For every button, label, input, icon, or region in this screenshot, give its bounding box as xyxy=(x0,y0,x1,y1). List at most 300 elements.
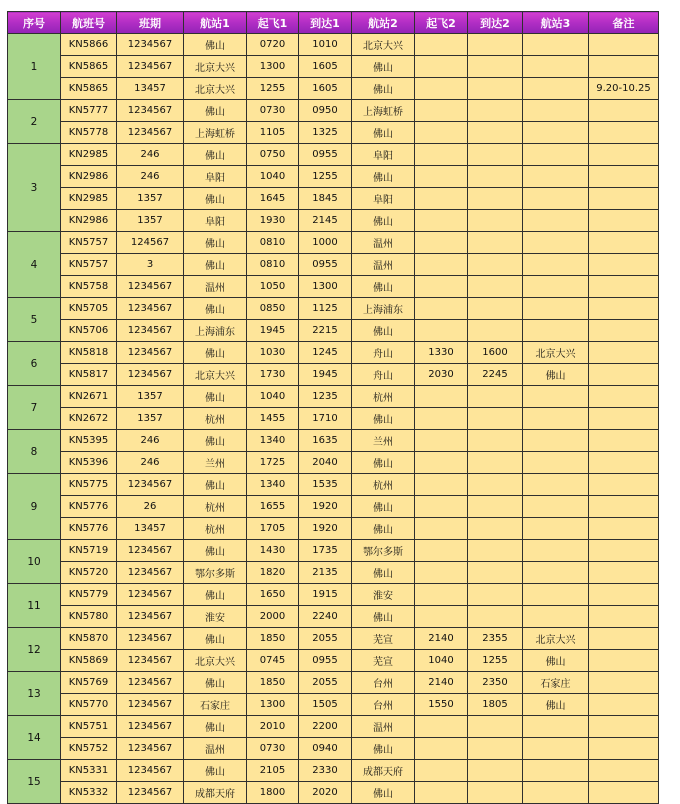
schedule-cell: 1234567 xyxy=(117,584,184,606)
arrive-1-cell: 2020 xyxy=(299,782,352,804)
remarks-cell xyxy=(589,430,659,452)
flight-no-cell: KN2671 xyxy=(61,386,117,408)
depart-2-cell xyxy=(415,254,468,276)
station-1-cell: 阜阳 xyxy=(184,166,247,188)
schedule-cell: 246 xyxy=(117,430,184,452)
remarks-cell xyxy=(589,188,659,210)
station-3-cell: 北京大兴 xyxy=(523,628,589,650)
station-2-cell: 佛山 xyxy=(352,496,415,518)
table-row xyxy=(8,760,659,782)
depart-2-cell xyxy=(415,298,468,320)
station-2-cell: 鄂尔多斯 xyxy=(352,540,415,562)
station-3-cell: 石家庄 xyxy=(523,672,589,694)
table-row xyxy=(8,364,659,386)
flight-no-cell: KN5757 xyxy=(61,254,117,276)
seq-cell: 10 xyxy=(8,540,61,584)
depart-1-cell: 0850 xyxy=(247,298,299,320)
seq-cell: 11 xyxy=(8,584,61,628)
arrive-2-cell xyxy=(468,386,523,408)
station-2-cell: 佛山 xyxy=(352,166,415,188)
station-2-cell: 佛山 xyxy=(352,562,415,584)
schedule-cell: 1234567 xyxy=(117,782,184,804)
station-1-cell: 佛山 xyxy=(184,342,247,364)
arrive-1-cell: 2055 xyxy=(299,672,352,694)
flight-no-cell: KN5396 xyxy=(61,452,117,474)
arrive-2-cell xyxy=(468,78,523,100)
depart-2-cell xyxy=(415,386,468,408)
arrive-2-cell xyxy=(468,738,523,760)
depart-1-cell: 1705 xyxy=(247,518,299,540)
arrive-1-cell: 0955 xyxy=(299,650,352,672)
table-row xyxy=(8,650,659,672)
station-3-cell: 佛山 xyxy=(523,364,589,386)
station-1-cell: 北京大兴 xyxy=(184,56,247,78)
table-row xyxy=(8,122,659,144)
seq-cell: 14 xyxy=(8,716,61,760)
arrive-1-cell: 1605 xyxy=(299,56,352,78)
arrive-2-cell xyxy=(468,232,523,254)
arrive-1-cell: 2135 xyxy=(299,562,352,584)
arrive-1-cell: 1000 xyxy=(299,232,352,254)
remarks-cell xyxy=(589,628,659,650)
depart-1-cell: 1930 xyxy=(247,210,299,232)
seq-cell: 3 xyxy=(8,144,61,232)
depart-1-cell: 1725 xyxy=(247,452,299,474)
station-3-cell xyxy=(523,430,589,452)
station-2-cell: 佛山 xyxy=(352,782,415,804)
table-row xyxy=(8,386,659,408)
seq-cell: 9 xyxy=(8,474,61,540)
station-1-cell: 杭州 xyxy=(184,496,247,518)
schedule-cell: 1234567 xyxy=(117,298,184,320)
depart-2-cell xyxy=(415,100,468,122)
remarks-cell xyxy=(589,320,659,342)
schedule-cell: 1234567 xyxy=(117,342,184,364)
station-2-cell: 佛山 xyxy=(352,78,415,100)
remarks-cell xyxy=(589,254,659,276)
schedule-cell: 26 xyxy=(117,496,184,518)
station-2-cell: 阜阳 xyxy=(352,188,415,210)
arrive-1-cell: 1535 xyxy=(299,474,352,496)
arrive-2-cell xyxy=(468,430,523,452)
depart-2-cell xyxy=(415,408,468,430)
depart-1-cell: 0750 xyxy=(247,144,299,166)
depart-1-cell: 1340 xyxy=(247,474,299,496)
depart-1-cell: 0810 xyxy=(247,232,299,254)
station-3-cell xyxy=(523,452,589,474)
arrive-2-cell: 2350 xyxy=(468,672,523,694)
flight-no-cell: KN5866 xyxy=(61,34,117,56)
flight-no-cell: KN5395 xyxy=(61,430,117,452)
station-3-cell xyxy=(523,606,589,628)
station-1-cell: 杭州 xyxy=(184,408,247,430)
remarks-cell xyxy=(589,122,659,144)
station-2-cell: 成都天府 xyxy=(352,760,415,782)
station-3-cell xyxy=(523,166,589,188)
header-depart-2: 起飞2 xyxy=(415,12,468,34)
station-3-cell xyxy=(523,562,589,584)
station-1-cell: 北京大兴 xyxy=(184,650,247,672)
arrive-1-cell: 2215 xyxy=(299,320,352,342)
depart-1-cell: 0730 xyxy=(247,738,299,760)
flight-no-cell: KN5777 xyxy=(61,100,117,122)
arrive-2-cell xyxy=(468,452,523,474)
depart-2-cell xyxy=(415,496,468,518)
header-row xyxy=(8,12,659,34)
arrive-2-cell xyxy=(468,474,523,496)
depart-1-cell: 1040 xyxy=(247,386,299,408)
station-2-cell: 北京大兴 xyxy=(352,34,415,56)
remarks-cell xyxy=(589,650,659,672)
station-1-cell: 佛山 xyxy=(184,100,247,122)
station-1-cell: 佛山 xyxy=(184,716,247,738)
station-1-cell: 佛山 xyxy=(184,760,247,782)
remarks-cell xyxy=(589,144,659,166)
station-1-cell: 佛山 xyxy=(184,188,247,210)
schedule-cell: 1234567 xyxy=(117,100,184,122)
arrive-1-cell: 0940 xyxy=(299,738,352,760)
flight-no-cell: KN2986 xyxy=(61,210,117,232)
table-row xyxy=(8,342,659,364)
station-3-cell xyxy=(523,254,589,276)
depart-1-cell: 1255 xyxy=(247,78,299,100)
header-seq: 序号 xyxy=(8,12,61,34)
schedule-cell: 1357 xyxy=(117,210,184,232)
station-1-cell: 淮安 xyxy=(184,606,247,628)
arrive-1-cell: 2200 xyxy=(299,716,352,738)
depart-1-cell: 1040 xyxy=(247,166,299,188)
station-2-cell: 温州 xyxy=(352,232,415,254)
station-2-cell: 佛山 xyxy=(352,738,415,760)
station-3-cell xyxy=(523,584,589,606)
schedule-cell: 1234567 xyxy=(117,694,184,716)
arrive-1-cell: 2055 xyxy=(299,628,352,650)
arrive-2-cell xyxy=(468,760,523,782)
flight-no-cell: KN5332 xyxy=(61,782,117,804)
seq-cell: 2 xyxy=(8,100,61,144)
depart-2-cell: 1040 xyxy=(415,650,468,672)
station-1-cell: 兰州 xyxy=(184,452,247,474)
station-3-cell xyxy=(523,540,589,562)
table-row xyxy=(8,34,659,56)
table-row xyxy=(8,452,659,474)
remarks-cell xyxy=(589,364,659,386)
table-row xyxy=(8,100,659,122)
station-3-cell xyxy=(523,144,589,166)
station-2-cell: 佛山 xyxy=(352,518,415,540)
station-1-cell: 杭州 xyxy=(184,518,247,540)
table-row xyxy=(8,298,659,320)
seq-cell: 1 xyxy=(8,34,61,100)
seq-cell: 13 xyxy=(8,672,61,716)
schedule-cell: 3 xyxy=(117,254,184,276)
station-1-cell: 佛山 xyxy=(184,386,247,408)
remarks-cell xyxy=(589,584,659,606)
table-row xyxy=(8,716,659,738)
remarks-cell xyxy=(589,342,659,364)
depart-2-cell xyxy=(415,518,468,540)
flight-no-cell: KN5758 xyxy=(61,276,117,298)
arrive-2-cell xyxy=(468,716,523,738)
table-row xyxy=(8,540,659,562)
header-remarks: 备注 xyxy=(589,12,659,34)
flight-no-cell: KN5778 xyxy=(61,122,117,144)
schedule-cell: 13457 xyxy=(117,518,184,540)
table-row xyxy=(8,672,659,694)
flight-no-cell: KN5757 xyxy=(61,232,117,254)
station-2-cell: 芜宣 xyxy=(352,650,415,672)
schedule-cell: 1234567 xyxy=(117,276,184,298)
depart-1-cell: 1850 xyxy=(247,628,299,650)
station-2-cell: 佛山 xyxy=(352,56,415,78)
flight-no-cell: KN5705 xyxy=(61,298,117,320)
station-1-cell: 佛山 xyxy=(184,254,247,276)
depart-1-cell: 1105 xyxy=(247,122,299,144)
flight-no-cell: KN5780 xyxy=(61,606,117,628)
station-1-cell: 石家庄 xyxy=(184,694,247,716)
station-1-cell: 阜阳 xyxy=(184,210,247,232)
station-3-cell xyxy=(523,496,589,518)
station-3-cell xyxy=(523,782,589,804)
depart-2-cell xyxy=(415,78,468,100)
header-station-2: 航站2 xyxy=(352,12,415,34)
remarks-cell xyxy=(589,672,659,694)
arrive-1-cell: 1920 xyxy=(299,496,352,518)
header-arrive-2: 到达2 xyxy=(468,12,523,34)
schedule-cell: 1234567 xyxy=(117,650,184,672)
depart-1-cell: 1645 xyxy=(247,188,299,210)
schedule-cell: 1357 xyxy=(117,408,184,430)
seq-cell: 8 xyxy=(8,430,61,474)
remarks-cell xyxy=(589,694,659,716)
schedule-cell: 246 xyxy=(117,144,184,166)
arrive-1-cell: 1235 xyxy=(299,386,352,408)
flight-no-cell: KN5817 xyxy=(61,364,117,386)
station-2-cell: 阜阳 xyxy=(352,144,415,166)
flight-no-cell: KN5331 xyxy=(61,760,117,782)
station-1-cell: 佛山 xyxy=(184,584,247,606)
table-body xyxy=(8,34,659,804)
arrive-1-cell: 0955 xyxy=(299,144,352,166)
table-row xyxy=(8,782,659,804)
station-1-cell: 佛山 xyxy=(184,474,247,496)
schedule-cell: 1234567 xyxy=(117,122,184,144)
depart-2-cell xyxy=(415,584,468,606)
station-2-cell: 淮安 xyxy=(352,584,415,606)
table-row xyxy=(8,276,659,298)
depart-1-cell: 1300 xyxy=(247,56,299,78)
depart-1-cell: 0745 xyxy=(247,650,299,672)
station-3-cell xyxy=(523,738,589,760)
depart-2-cell xyxy=(415,56,468,78)
seq-cell: 7 xyxy=(8,386,61,430)
station-1-cell: 上海浦东 xyxy=(184,320,247,342)
arrive-2-cell xyxy=(468,166,523,188)
station-2-cell: 上海虹桥 xyxy=(352,100,415,122)
table-row xyxy=(8,320,659,342)
header-station-3: 航站3 xyxy=(523,12,589,34)
depart-2-cell xyxy=(415,430,468,452)
header-depart-1: 起飞1 xyxy=(247,12,299,34)
station-1-cell: 佛山 xyxy=(184,144,247,166)
remarks-cell xyxy=(589,496,659,518)
schedule-cell: 1234567 xyxy=(117,540,184,562)
arrive-2-cell: 2245 xyxy=(468,364,523,386)
table-row xyxy=(8,518,659,540)
arrive-2-cell xyxy=(468,210,523,232)
flight-no-cell: KN5779 xyxy=(61,584,117,606)
table-row xyxy=(8,628,659,650)
table-row xyxy=(8,56,659,78)
depart-2-cell xyxy=(415,232,468,254)
seq-cell: 4 xyxy=(8,232,61,298)
schedule-cell: 1234567 xyxy=(117,562,184,584)
station-1-cell: 上海虹桥 xyxy=(184,122,247,144)
arrive-2-cell: 2355 xyxy=(468,628,523,650)
table-row xyxy=(8,78,659,100)
table-row xyxy=(8,188,659,210)
arrive-1-cell: 1325 xyxy=(299,122,352,144)
table-row xyxy=(8,232,659,254)
depart-1-cell: 1340 xyxy=(247,430,299,452)
station-3-cell xyxy=(523,298,589,320)
depart-2-cell xyxy=(415,782,468,804)
remarks-cell: 9.20-10.25 xyxy=(589,78,659,100)
arrive-2-cell xyxy=(468,56,523,78)
table-row xyxy=(8,562,659,584)
arrive-1-cell: 0950 xyxy=(299,100,352,122)
station-2-cell: 佛山 xyxy=(352,320,415,342)
depart-1-cell: 1300 xyxy=(247,694,299,716)
station-2-cell: 佛山 xyxy=(352,210,415,232)
arrive-1-cell: 1255 xyxy=(299,166,352,188)
station-2-cell: 舟山 xyxy=(352,342,415,364)
arrive-2-cell xyxy=(468,320,523,342)
table-row xyxy=(8,408,659,430)
station-3-cell xyxy=(523,210,589,232)
station-1-cell: 佛山 xyxy=(184,672,247,694)
schedule-cell: 1234567 xyxy=(117,628,184,650)
schedule-cell: 1234567 xyxy=(117,364,184,386)
depart-2-cell xyxy=(415,276,468,298)
flight-no-cell: KN2986 xyxy=(61,166,117,188)
depart-1-cell: 1945 xyxy=(247,320,299,342)
station-2-cell: 佛山 xyxy=(352,606,415,628)
arrive-1-cell: 1505 xyxy=(299,694,352,716)
station-2-cell: 佛山 xyxy=(352,452,415,474)
arrive-2-cell xyxy=(468,144,523,166)
remarks-cell xyxy=(589,408,659,430)
arrive-1-cell: 1125 xyxy=(299,298,352,320)
arrive-1-cell: 1945 xyxy=(299,364,352,386)
arrive-2-cell xyxy=(468,298,523,320)
station-3-cell: 佛山 xyxy=(523,694,589,716)
flight-no-cell: KN2985 xyxy=(61,188,117,210)
arrive-2-cell xyxy=(468,540,523,562)
depart-1-cell: 2010 xyxy=(247,716,299,738)
table-row xyxy=(8,254,659,276)
station-1-cell: 鄂尔多斯 xyxy=(184,562,247,584)
remarks-cell xyxy=(589,540,659,562)
station-3-cell xyxy=(523,518,589,540)
station-3-cell: 佛山 xyxy=(523,650,589,672)
station-1-cell: 佛山 xyxy=(184,298,247,320)
depart-1-cell: 0720 xyxy=(247,34,299,56)
station-3-cell xyxy=(523,78,589,100)
depart-1-cell: 1030 xyxy=(247,342,299,364)
remarks-cell xyxy=(589,518,659,540)
schedule-cell: 1234567 xyxy=(117,716,184,738)
flight-no-cell: KN5752 xyxy=(61,738,117,760)
station-1-cell: 北京大兴 xyxy=(184,364,247,386)
flight-schedule-container xyxy=(7,11,659,804)
depart-2-cell xyxy=(415,166,468,188)
remarks-cell xyxy=(589,760,659,782)
station-3-cell xyxy=(523,100,589,122)
station-3-cell xyxy=(523,276,589,298)
flight-no-cell: KN5776 xyxy=(61,496,117,518)
depart-1-cell: 2105 xyxy=(247,760,299,782)
arrive-2-cell xyxy=(468,606,523,628)
station-3-cell xyxy=(523,188,589,210)
station-1-cell: 温州 xyxy=(184,738,247,760)
arrive-1-cell: 1300 xyxy=(299,276,352,298)
depart-1-cell: 2000 xyxy=(247,606,299,628)
schedule-cell: 1357 xyxy=(117,188,184,210)
depart-1-cell: 1655 xyxy=(247,496,299,518)
station-2-cell: 杭州 xyxy=(352,474,415,496)
flight-no-cell: KN5776 xyxy=(61,518,117,540)
remarks-cell xyxy=(589,210,659,232)
schedule-cell: 1357 xyxy=(117,386,184,408)
flight-schedule-table xyxy=(7,11,659,804)
remarks-cell xyxy=(589,386,659,408)
remarks-cell xyxy=(589,100,659,122)
arrive-2-cell xyxy=(468,188,523,210)
station-3-cell xyxy=(523,760,589,782)
schedule-cell: 1234567 xyxy=(117,56,184,78)
arrive-1-cell: 0955 xyxy=(299,254,352,276)
flight-no-cell: KN5865 xyxy=(61,78,117,100)
arrive-2-cell xyxy=(468,34,523,56)
station-1-cell: 佛山 xyxy=(184,430,247,452)
arrive-2-cell xyxy=(468,276,523,298)
flight-no-cell: KN5751 xyxy=(61,716,117,738)
arrive-2-cell xyxy=(468,562,523,584)
table-row xyxy=(8,144,659,166)
remarks-cell xyxy=(589,782,659,804)
arrive-2-cell xyxy=(468,584,523,606)
station-3-cell xyxy=(523,386,589,408)
depart-2-cell xyxy=(415,606,468,628)
depart-2-cell xyxy=(415,540,468,562)
depart-2-cell xyxy=(415,452,468,474)
flight-no-cell: KN2985 xyxy=(61,144,117,166)
arrive-1-cell: 1710 xyxy=(299,408,352,430)
schedule-cell: 246 xyxy=(117,166,184,188)
arrive-1-cell: 1605 xyxy=(299,78,352,100)
remarks-cell xyxy=(589,298,659,320)
remarks-cell xyxy=(589,34,659,56)
arrive-2-cell xyxy=(468,782,523,804)
schedule-cell: 1234567 xyxy=(117,672,184,694)
table-row xyxy=(8,166,659,188)
arrive-1-cell: 1735 xyxy=(299,540,352,562)
arrive-1-cell: 1845 xyxy=(299,188,352,210)
arrive-1-cell: 2330 xyxy=(299,760,352,782)
arrive-1-cell: 2240 xyxy=(299,606,352,628)
table-row xyxy=(8,210,659,232)
